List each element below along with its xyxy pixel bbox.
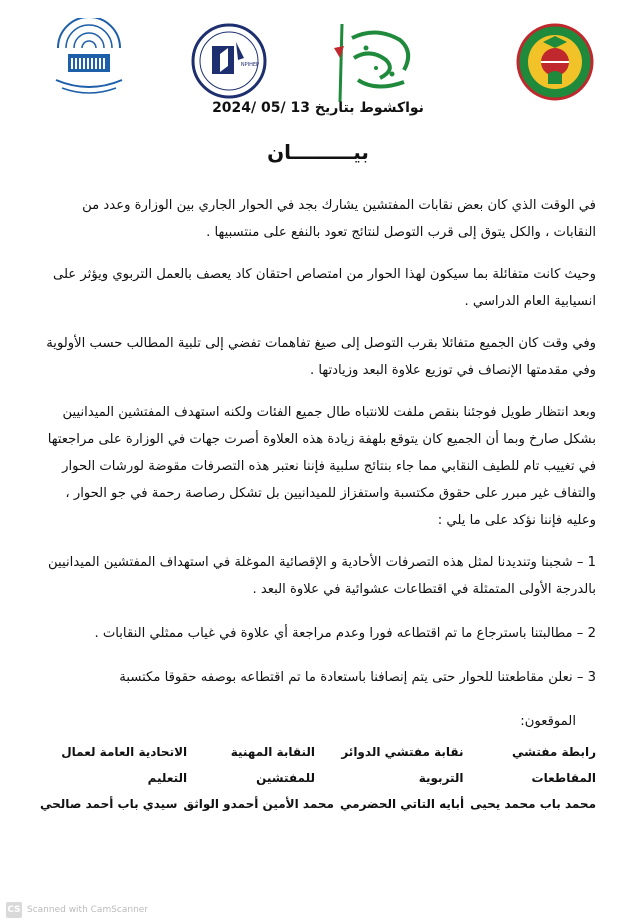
signatory-organization: الاتحادية العامة لعمال التعليم [61,745,188,785]
watermark-text: Scanned with CamScanner [27,905,149,915]
professional-union-logo-icon [190,22,268,104]
paragraph: وفي وقت كان الجميع متفائلا بقرب التوصل إلى صيغ تفاهمات تفضي إلى تلبية المطالب حسب الأولوية وفي مقدمتها الإنصاف في توزيع علاوة البعد وزيادتها . [46,336,596,378]
school-inspectors-logo-icon [515,22,595,106]
signatory-organization: رابطة مفتشي المقاطعات [512,745,596,785]
signatories-label: الموقعون: [520,714,576,729]
circles-inspectors-logo-icon [330,18,422,110]
signatory-organizations [40,739,596,791]
signatory-organization: النقابة المهنية للمفتشين [230,745,315,785]
list-item: 2 – مطالبتنا باسترجاع ما تم اقتطاعه فورا وعدم مراجعة أي علاوة في غياب ممثلي النقابات . [94,626,596,641]
signatory-organization: نقابة مفتشي الدوائر التربوية [341,745,464,785]
paragraph: في الوقت الذي كان بعض نقابات المفتشين يشارك بجد في الحوار الجاري بين الوزارة وعدد من النقابات ، والكل يتوق إلى قرب التوصل لنتائج تعود بالنفع على منتسبيها . [82,198,596,240]
camscanner-badge-icon: CS [6,902,22,918]
document-body [40,192,596,817]
signatory-name: سيدي باب أحمد صالحي [40,797,178,811]
paragraph: وبعد انتظار طويل فوجئنا بنقص ملفت للانتباه طال جميع الفئات ولكنه استهدف المفتشين الميدانيين بشكل صارخ وبما أن الجميع كان يتوقع بلهفة زيادة هذه العلاوة أصرت جهات في الوزارة على مراجعتها في تغييب تام للطيف النقابي مما جاء بنتائج سلبية فإننا نعتبر هذه التصرفات مقوضة لورشات الحوار والتفاف غير مبرر على حقوق مكتسبة واستفزاز للميدانيين بل تشكل رصاصة رحمة في جو الحوار ، وعليه فإننا نؤكد على ما يلي : [47,405,596,528]
signatory-name: أبايه التاتي الحضرمي [340,797,465,811]
logos-row [0,18,636,110]
signatory-name: محمد باب محمد يحيى [470,797,596,811]
camscanner-watermark [6,902,148,918]
title-block [0,140,636,164]
list-item: 1 – شجبنا وتنديدنا لمثل هذه التصرفات الأحادية و الإقصائية الموغلة في استهداف المفتشين الميدانيين بالدرجة الأولى المتمثلة في اقتطاعات عشوائية في علاوة البعد . [48,555,596,597]
document-date: نواكشوط بتاريخ 13 /05 /2024 [212,100,424,116]
federation-logo-icon [48,18,130,102]
signatory-names [40,791,596,817]
signatory-name: محمد الأمين أحمدو الواثق [183,797,334,811]
paragraph: وحيث كانت متفائلة بما سيكون لهذا الحوار من امتصاص احتقان كاد يعصف بالعمل التربوي ويؤثر على انسيابية العام الدراسي . [52,267,596,309]
document-title: بيـــــــــان [267,140,369,164]
svg-text:NPIHEP: NPIHEP [240,62,260,68]
list-item: 3 – نعلن مقاطعتنا للحوار حتى يتم إنصافنا باستعادة ما تم اقتطاعه بوصفه حقوقا مكتسبة [119,670,596,685]
